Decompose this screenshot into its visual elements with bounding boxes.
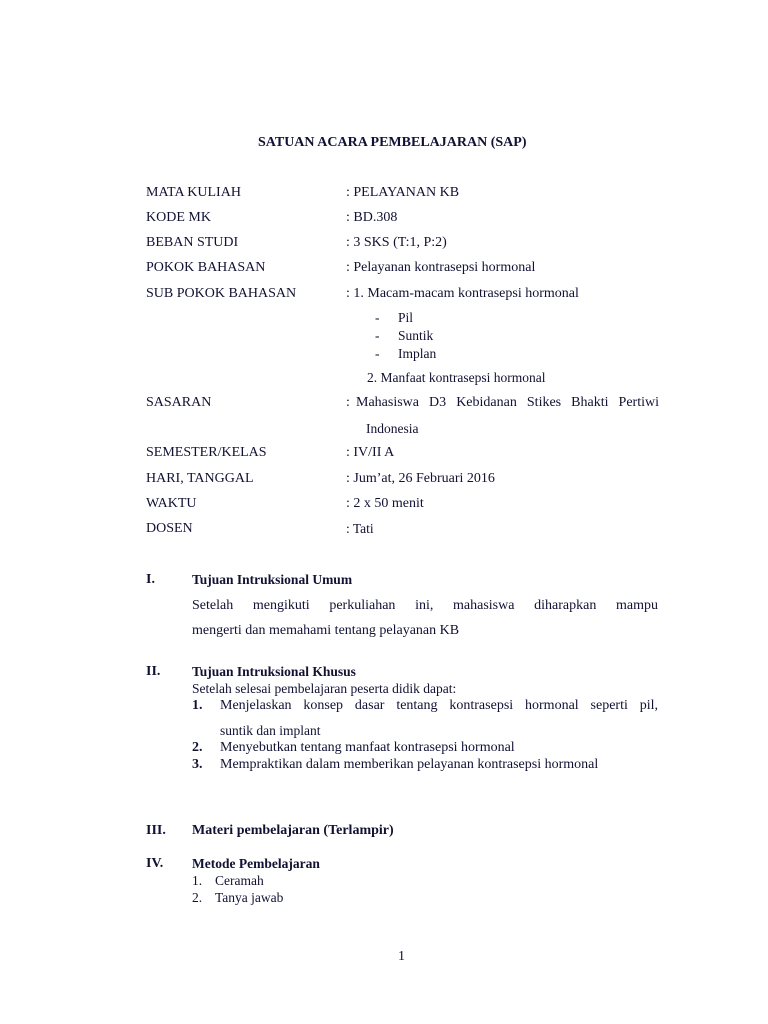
sub-item-pil: Pil xyxy=(398,310,414,325)
section-1-paragraph-line2: mengerti dan memahami tentang pelayanan KB xyxy=(192,623,460,638)
section-2-heading: Tujuan Intruksional Khusus xyxy=(192,664,356,679)
value-hari-tanggal: : Jum’at, 26 Februari 2016 xyxy=(346,471,495,486)
section-4-heading: Metode Pembelajaran xyxy=(192,856,320,871)
label-waktu: WAKTU xyxy=(146,496,197,511)
bullet-dash: - xyxy=(375,346,380,361)
label-beban-studi: BEBAN STUDI xyxy=(146,235,239,250)
label-hari-tanggal: HARI, TANGGAL xyxy=(146,471,254,486)
value-waktu: : 2 x 50 menit xyxy=(346,496,424,511)
section-3-heading: Materi pembelajaran (Terlampir) xyxy=(192,823,394,838)
section-3-number: III. xyxy=(146,823,166,838)
label-sub-pokok-bahasan: SUB POKOK BAHASAN xyxy=(146,286,297,301)
section-4-number: IV. xyxy=(146,856,164,871)
value-sasaran-line1: Mahasiswa D3 Kebidanan Stikes Bhakti Pertiwi xyxy=(356,395,659,410)
label-sasaran: SASARAN xyxy=(146,395,212,410)
sasaran-colon: : xyxy=(346,395,350,410)
label-mata-kuliah: MATA KULIAH xyxy=(146,185,241,200)
section-2-number: II. xyxy=(146,664,161,679)
section-1-paragraph-line1: Setelah mengikuti perkuliahan ini, mahasiswa diharapkan mampu xyxy=(192,598,658,613)
label-semester-kelas: SEMESTER/KELAS xyxy=(146,445,267,460)
page-number: 1 xyxy=(398,949,405,964)
section-2-item-3-text: Mempraktikan dalam memberikan pelayanan kontrasepsi hormonal xyxy=(220,757,599,772)
label-pokok-bahasan: POKOK BAHASAN xyxy=(146,260,266,275)
section-2-intro: Setelah selesai pembelajaran peserta didik dapat: xyxy=(192,681,457,696)
section-1-heading: Tujuan Intruksional Umum xyxy=(192,572,353,587)
value-sub-pokok-item2: 2. Manfaat kontrasepsi hormonal xyxy=(367,370,546,385)
section-2-item-1-line1: Menjelaskan konsep dasar tentang kontrasepsi hormonal seperti pil, xyxy=(220,698,658,713)
bullet-dash: - xyxy=(375,310,380,325)
value-dosen: : Tati xyxy=(346,521,374,536)
value-sub-pokok-item1: : 1. Macam-macam kontrasepsi hormonal xyxy=(346,286,579,301)
bullet-dash: - xyxy=(375,328,380,343)
value-beban-studi: : 3 SKS (T:1, P:2) xyxy=(346,235,447,250)
section-4-item-1-number: 1. xyxy=(192,873,203,888)
section-4-item-2-text: Tanya jawab xyxy=(215,890,284,905)
section-4-item-1-text: Ceramah xyxy=(215,873,264,888)
section-1-number: I. xyxy=(146,572,155,587)
section-2-item-2-number: 2. xyxy=(192,740,203,755)
value-semester-kelas: : IV/II A xyxy=(346,445,395,460)
section-4-item-2-number: 2. xyxy=(192,890,203,905)
value-mata-kuliah: : PELAYANAN KB xyxy=(346,185,460,200)
sub-item-implan: Implan xyxy=(398,346,437,361)
value-pokok-bahasan: : Pelayanan kontrasepsi hormonal xyxy=(346,260,536,275)
section-2-item-1-number: 1. xyxy=(192,698,203,713)
value-kode-mk: : BD.308 xyxy=(346,210,398,225)
section-2-item-3-number: 3. xyxy=(192,757,203,772)
document-title: SATUAN ACARA PEMBELAJARAN (SAP) xyxy=(258,135,527,150)
value-sasaran-line2: Indonesia xyxy=(366,421,419,436)
sub-item-suntik: Suntik xyxy=(398,328,434,343)
label-dosen: DOSEN xyxy=(146,521,193,536)
label-kode-mk: KODE MK xyxy=(146,210,211,225)
section-2-item-1-line2: suntik dan implant xyxy=(220,723,321,738)
section-2-item-2-text: Menyebutkan tentang manfaat kontrasepsi hormonal xyxy=(220,740,515,755)
